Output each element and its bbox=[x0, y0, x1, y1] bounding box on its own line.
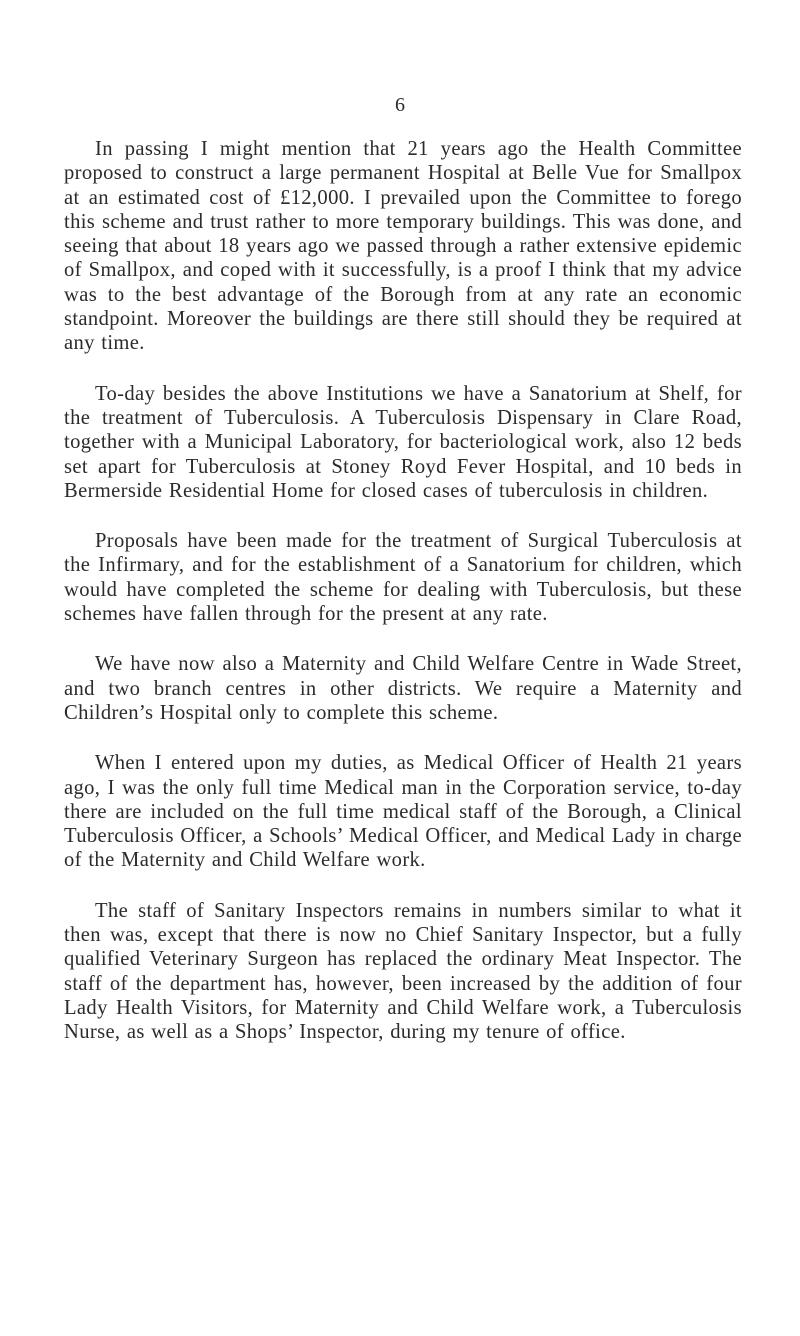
paragraph-medical-staff: When I entered upon my duties, as Medical Officer of Health 21 years ago, I was the only full time Medical man in the Corporation service, to-day there are included on the full time medical staff of the Borough, a Clinical Tuberculosis Officer, a Schools’ Medical Officer, and Medical Lady in charge of the Maternity and Child Welfare work. bbox=[64, 752, 742, 872]
body-text bbox=[64, 137, 742, 1045]
paragraph-sanitary-inspectors: The staff of Sanitary Inspectors remains in numbers similar to what it then was, except that there is now no Chief Sanitary Inspector, but a fully qualified Veterinary Surgeon has replaced the ordinary Meat Inspector. The staff of the department has, however, been increased by the addition of four Lady Health Visitors, for Maternity and Child Welfare work, a Tuberculosis Nurse, as well as a Shops’ Inspector, during my tenure of office. bbox=[64, 899, 742, 1044]
paragraph-maternity-child-welfare: We have now also a Maternity and Child Welfare Centre in Wade Street, and two branch centres in other districts. We require a Maternity and Children’s Hospital only to complete this scheme. bbox=[64, 653, 742, 724]
paragraph-smallpox-hospital: In passing I might mention that 21 years ago the Health Committee proposed to construct a large permanent Hospital at Belle Vue for Smallpox at an estimated cost of £12,000. I prevailed upon the Committee to forego this scheme and trust rather to more temporary buildings. This was done, and seeing that about 18 years ago we passed through a rather extensive epidemic of Smallpox, and coped with it successfully, is a proof I think that my advice was to the best advantage of the Borough from at any rate an economic standpoint. Moreover the buildings are there still should they be required at any time. bbox=[64, 138, 742, 355]
paragraph-surgical-tuberculosis-proposals: Proposals have been made for the treatment of Surgical Tuberculosis at the Infirmary, and for the establishment of a Sanatorium for children, which would have completed the scheme for dealing with Tuberculosis, but these schemes have fallen through for the present at any rate. bbox=[64, 530, 742, 626]
page-number: 6 bbox=[395, 94, 405, 116]
paragraph-tuberculosis-institutions: To-day besides the above Institutions we have a Sanatorium at Shelf, for the treatment of Tuberculosis. A Tuberculosis Dispensary in Clare Road, together with a Municipal Laboratory, for bacteriological work, also 12 beds set apart for Tuberculosis at Stoney Royd Fever Hospital, and 10 beds in Bermerside Residential Home for closed cases of tuberculosis in children. bbox=[64, 382, 742, 502]
